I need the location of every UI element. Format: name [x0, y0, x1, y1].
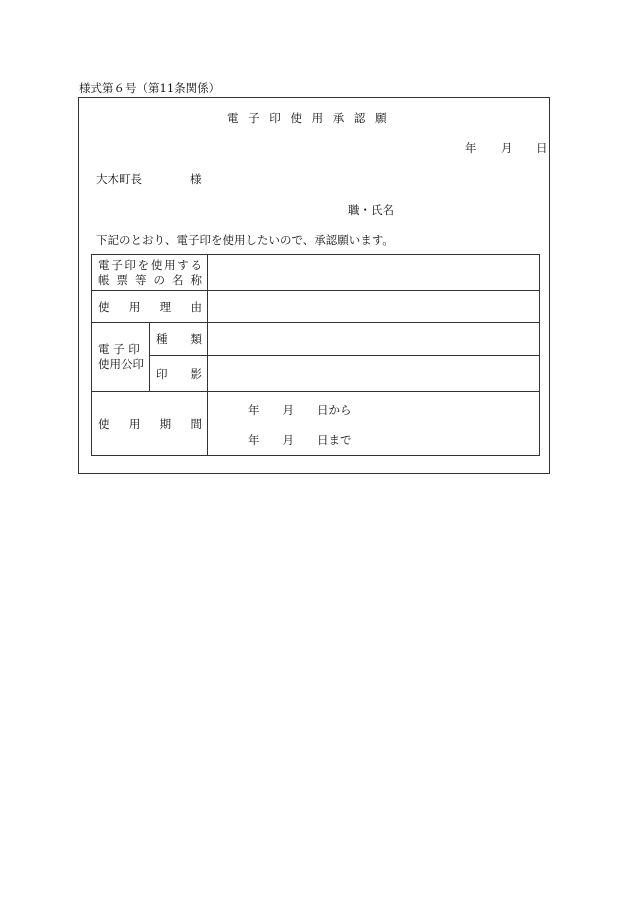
form-name-row	[92, 255, 540, 291]
seal-label-cell	[92, 323, 150, 392]
honorific: 様	[190, 172, 202, 186]
type-label-cell	[150, 323, 208, 356]
period-label-cell	[92, 392, 208, 456]
date-day-label: 日	[536, 141, 548, 155]
period-row	[92, 392, 540, 456]
period-from-text: 年 月 日から	[248, 403, 352, 417]
form-number-header: 様式第６号（第11条関係）	[79, 81, 221, 95]
period-to-text: 年 月 日まで	[248, 433, 352, 447]
seal-label-line1: 電 子 印	[98, 342, 140, 356]
addressee: 大木町長	[96, 172, 142, 186]
seal-label-line2: 使用公印	[98, 357, 144, 371]
imprint-row	[92, 356, 540, 392]
imprint-field[interactable]	[208, 356, 540, 392]
reason-label: 使用理由	[98, 299, 202, 314]
detail-table	[91, 254, 540, 456]
period-label: 使用期間	[98, 416, 202, 431]
date-month-label: 月	[501, 141, 513, 155]
intro-text: 下記のとおり、電子印を使用したいので、承認願います。	[96, 233, 394, 247]
form-name-label	[92, 255, 208, 291]
period-field[interactable]	[208, 392, 540, 456]
type-label: 種類	[156, 332, 202, 346]
type-field[interactable]	[208, 323, 540, 356]
form-name-field[interactable]	[208, 255, 540, 291]
form-name-label-line2: 帳票等の名称	[98, 272, 202, 287]
reason-label-cell	[92, 291, 208, 323]
form-name-label-line1: 電子印を使用する	[98, 257, 202, 272]
document-title: 電 子 印 使 用 承 認 願	[227, 111, 390, 125]
reason-field[interactable]	[208, 291, 540, 323]
imprint-label-cell	[150, 356, 208, 392]
seal-type-row	[92, 323, 540, 356]
reason-row	[92, 291, 540, 323]
applicant-name-label: 職・氏名	[348, 203, 394, 217]
imprint-label: 印影	[156, 366, 202, 381]
date-year-label: 年	[465, 141, 477, 155]
